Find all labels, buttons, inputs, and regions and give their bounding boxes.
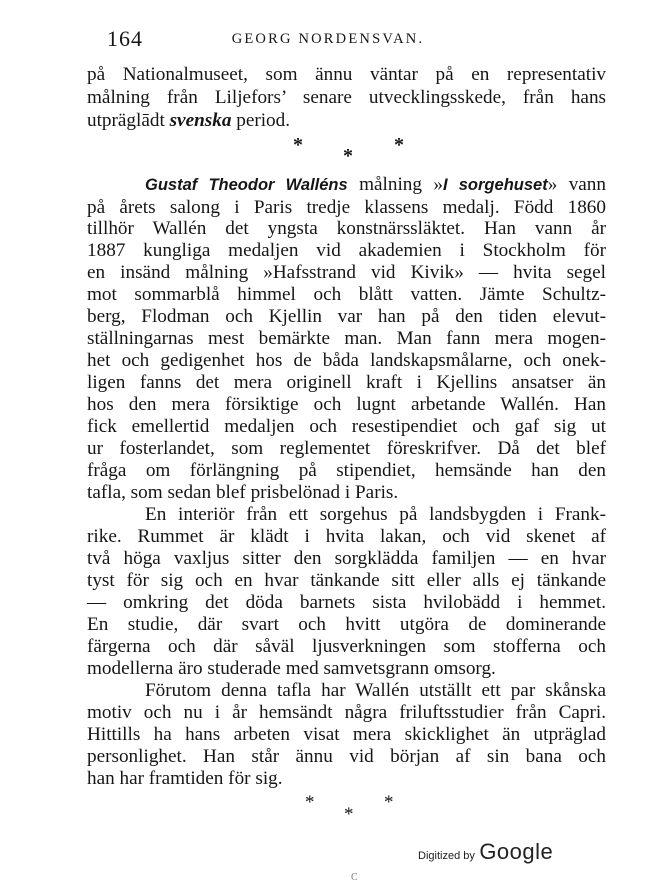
text-line: tillhör Wallén det yngsta konstnärssläktet. Han vann år [87, 218, 606, 239]
asterism-star: * [305, 792, 315, 813]
text-line: het och gedigenhet hos de båda landskapsmålarne, och onek- [87, 350, 606, 371]
text-line [145, 174, 606, 196]
text-segment: period. [231, 110, 291, 131]
running-head: GEORG NORDENSVAN. [231, 31, 425, 47]
asterism-star: * [293, 134, 303, 156]
text-line: hos den mera försiktige och lugnt arbetande Wallén. Han [87, 394, 606, 415]
text-line [87, 110, 606, 132]
text-line: en insänd målning »Hafsstrand vid Kivik» — hvita segel [87, 262, 606, 283]
text-line: 1887 kungliga medaljen vid akademien i Stockholm för [87, 240, 606, 261]
text-line: — omkring det döda barnets sista hvilobädd i hemmet. [87, 592, 606, 613]
text-line: han har framtiden för sig. [87, 768, 283, 789]
text-segment: utpräglādt [87, 110, 170, 131]
text-line: fråga om förlängning på stipendiet, hemsände han den [87, 460, 606, 481]
text-line: ur fosterlandet, som reglementet föreskrifver. Då det blef [87, 438, 606, 459]
text-segment: » vann [547, 174, 606, 195]
text-line: på Nationalmuseet, som ännu väntar på en representativ [87, 64, 606, 85]
text-line: ligen fanns det mera originell kraft i Kjellins ansatser än [87, 372, 606, 393]
asterism-star: * [343, 145, 353, 167]
text-line: En interiör från ett sorgehus på landsbygden i Frank- [145, 504, 606, 525]
text-line: Förutom denna tafla har Wallén utställt ett par skånska [145, 680, 606, 701]
text-line: modellerna äro studerade med samvetsgrann omsorg. [87, 658, 496, 679]
digitized-by-label: Digitized by [418, 850, 475, 862]
text-line: rike. Rummet är klädt i hvita lakan, och vid skenet af [87, 526, 606, 547]
text-line: tyst för sig och en hvar tänkande sitt eller alls ej tänkande [87, 570, 606, 591]
text-segment: målning » [347, 174, 443, 195]
asterism-star: * [384, 792, 394, 813]
google-logo: Google [479, 839, 554, 864]
asterism-star: * [394, 134, 404, 156]
text-line: målning från Liljefors’ senare utvecklingsskede, från hans [87, 87, 606, 108]
text-line: En studie, där svart och hvitt utgöra de dominerande [87, 614, 606, 635]
text-line: tafla, som sedan blef prisbelönad i Paris. [87, 482, 399, 503]
text-line: motiv och nu i år hemsändt några friluftsstudier från Capri. [87, 702, 606, 723]
text-line: färgerna och där såväl ljusverkningen som stofferna och [87, 636, 606, 657]
painting-title: I sorgehuset [442, 176, 548, 194]
text-line: två höga vaxljus sitter den sorgklädda familjen — en hvar [87, 548, 606, 569]
text-line: personlighet. Han står ännu vid början af sin bana och [87, 746, 606, 767]
text-line: berg, Flodman och Kjellin var han på den tiden elevut- [87, 306, 606, 327]
text-line: på årets salong i Paris tredje klassens medalj. Född 1860 [87, 197, 606, 218]
artist-name: Gustaf Theodor Walléns [145, 176, 348, 194]
page-mark: C [351, 872, 358, 883]
text-line: fick emellertid medaljen och resestipendiet och gaf sig ut [87, 416, 606, 437]
asterism-star: * [344, 804, 354, 825]
text-line: mot sommarblå himmel och blått vatten. Jämte Schultz- [87, 284, 606, 305]
italic-word: svenska [169, 110, 232, 131]
page-number: 164 [107, 26, 143, 51]
text-line: ställningarnas mest bemärkte man. Man fann mera mogen- [87, 328, 606, 349]
digitization-watermark [418, 839, 553, 865]
text-line: Hittills ha hans arbeten visat mera skicklighet än utpräglad [87, 724, 606, 745]
